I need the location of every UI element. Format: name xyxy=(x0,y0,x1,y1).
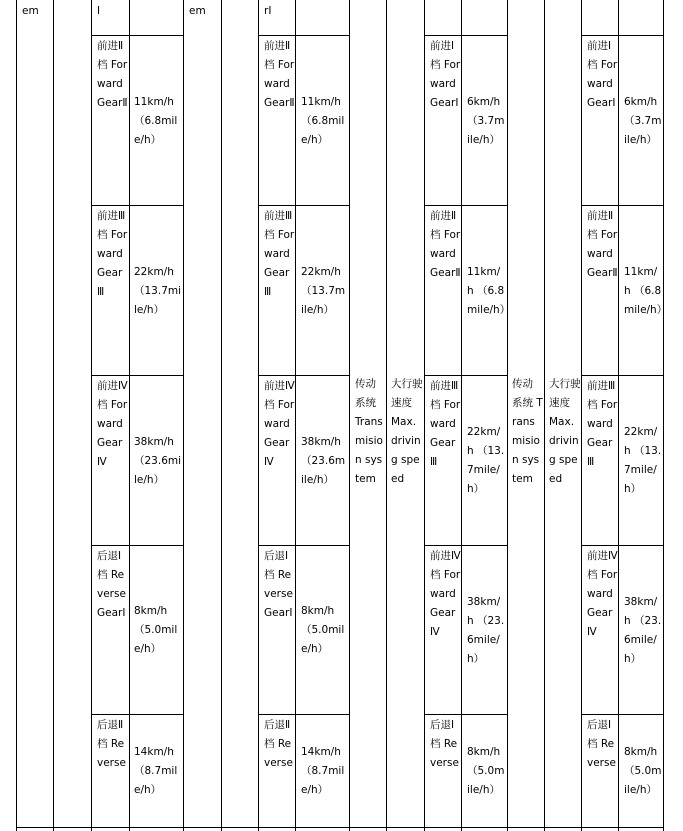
g4-speed-value: 8km/h （5.0mile/h） xyxy=(624,746,662,796)
top-fragment-3-text: em xyxy=(189,5,206,17)
g2-speed-cell xyxy=(301,547,348,714)
g4-gear-label: 前进Ⅳ档 Forward Gear Ⅳ xyxy=(587,550,618,638)
g1-speed-value: 22km/h （13.7mile/h） xyxy=(134,265,182,316)
g3-speed-value: 22km/h （13.7mile/h） xyxy=(467,426,505,495)
g4-max-speed-label: 大行驶速度 Max. driving speed xyxy=(549,378,581,485)
g4-speed-cell xyxy=(624,37,662,205)
g2-speed-value: 11km/h （6.8mile/h） xyxy=(301,95,345,146)
g2-speed-cell xyxy=(301,207,348,375)
g1-gear-label: 前进Ⅱ档 Forward GearⅡ xyxy=(97,40,128,109)
g3-system-cell xyxy=(355,37,385,827)
g4-speed-cell xyxy=(624,547,662,714)
top-fragment-4 xyxy=(264,2,294,22)
g2-gear-cell xyxy=(264,207,295,375)
g3-speed-cell xyxy=(467,37,506,205)
g2-speed-cell xyxy=(301,716,348,827)
g4-speed-value: 22km/h （13.7mile/h） xyxy=(624,426,662,495)
g1-gear-cell xyxy=(97,37,128,205)
top-fragment-1 xyxy=(22,2,52,22)
g1-gear-cell xyxy=(97,377,128,545)
g3-gear-cell xyxy=(430,547,461,714)
g1-speed-cell xyxy=(134,547,182,714)
g2-gear-label: 前进Ⅲ档 Forward GearⅢ xyxy=(264,210,295,298)
top-fragment-1-text: em xyxy=(22,5,39,17)
g3-speed-cell xyxy=(467,207,511,375)
g1-speed-value: 14km/h （8.7mile/h） xyxy=(134,746,178,796)
g3-gear-label: 前进Ⅲ档 Forward GearⅢ xyxy=(430,380,461,468)
g2-speed-value: 38km/h （23.6mile/h） xyxy=(301,435,346,486)
g3-max-speed-cell xyxy=(391,37,424,827)
g3-gear-cell xyxy=(430,207,461,375)
g2-speed-value: 8km/h （5.0mile/h） xyxy=(301,605,345,655)
g2-gear-label: 后退Ⅱ档 Reverse xyxy=(264,719,293,769)
g1-speed-cell xyxy=(134,716,182,827)
g4-speed-cell xyxy=(624,207,668,375)
g4-gear-label: 后退Ⅰ档 Reverse xyxy=(587,719,616,769)
g4-speed-cell xyxy=(624,716,662,827)
g1-speed-value: 38km/h （23.6mile/h） xyxy=(134,435,182,486)
g4-gear-label: 前进Ⅱ档 Forward GearⅡ xyxy=(587,210,618,279)
top-fragment-4-text: rⅠ xyxy=(264,5,272,17)
g4-gear-label: 前进Ⅰ档 Forward GearⅠ xyxy=(587,40,618,109)
g3-gear-label: 前进Ⅰ档 Forward GearⅠ xyxy=(430,40,461,109)
g4-speed-value: 6km/h （3.7mile/h） xyxy=(624,95,662,146)
g1-speed-cell xyxy=(134,377,182,545)
g3-gear-label: 前进Ⅱ档 Forward GearⅡ xyxy=(430,210,461,279)
g4-gear-cell xyxy=(587,377,618,545)
g3-speed-value: 38km/h （23.6mile/h） xyxy=(467,595,505,665)
g1-gear-cell xyxy=(97,207,128,375)
g3-gear-label: 前进Ⅳ档 Forward Gear Ⅳ xyxy=(430,550,461,638)
g1-gear-label: 后退Ⅱ档 Reverse xyxy=(97,719,126,769)
g2-gear-label: 后退Ⅰ档 Reverse GearⅠ xyxy=(264,550,293,619)
g3-speed-cell xyxy=(467,716,506,827)
g4-max-speed-cell xyxy=(549,37,581,827)
g3-system-label: 传动系统 Transmision system xyxy=(355,378,383,485)
g3-speed-cell xyxy=(467,547,506,714)
g4-system-cell xyxy=(512,37,543,827)
g3-speed-value: 11km/h （6.8mile/h） xyxy=(467,265,511,316)
g3-gear-cell xyxy=(430,37,461,205)
g3-speed-value: 8km/h （5.0mile/h） xyxy=(467,746,505,796)
g1-gear-cell xyxy=(97,716,128,827)
g4-gear-cell xyxy=(587,547,618,714)
g4-gear-label: 前进Ⅲ档 Forward GearⅢ xyxy=(587,380,618,468)
g1-speed-value: 11km/h （6.8mile/h） xyxy=(134,95,178,146)
g2-gear-cell xyxy=(264,377,295,545)
g4-gear-cell xyxy=(587,716,618,827)
g1-gear-cell xyxy=(97,547,128,714)
g4-system-label: 传动系统 Transmision system xyxy=(512,378,543,485)
g2-speed-value: 22km/h （13.7mile/h） xyxy=(301,265,346,316)
g1-speed-cell xyxy=(134,37,182,205)
g2-gear-label: 前进Ⅱ档 Forward GearⅡ xyxy=(264,40,295,109)
g3-gear-label: 后退Ⅰ档 Reverse xyxy=(430,719,459,769)
top-fragment-2-text: Ⅰ xyxy=(97,5,101,17)
g2-speed-cell xyxy=(301,37,348,205)
g2-gear-cell xyxy=(264,37,295,205)
g4-speed-value: 11km/h （6.8mile/h） xyxy=(624,265,668,316)
g2-speed-cell xyxy=(301,377,348,545)
g4-speed-value: 38km/h （23.6mile/h） xyxy=(624,595,662,665)
g3-speed-value: 6km/h （3.7mile/h） xyxy=(467,95,505,146)
top-fragment-2 xyxy=(97,2,127,22)
g4-gear-cell xyxy=(587,37,618,205)
g1-gear-label: 前进Ⅳ档 Forward GearⅣ xyxy=(97,380,128,468)
g2-speed-value: 14km/h （8.7mile/h） xyxy=(301,746,345,796)
g3-speed-cell xyxy=(467,377,506,545)
g1-speed-value: 8km/h （5.0mile/h） xyxy=(134,605,178,655)
g4-speed-cell xyxy=(624,377,662,545)
g2-gear-cell xyxy=(264,716,295,827)
top-fragment-3 xyxy=(189,2,219,22)
g4-gear-cell xyxy=(587,207,618,375)
g1-gear-label: 前进Ⅲ档 Forward GearⅢ xyxy=(97,210,128,298)
g3-gear-cell xyxy=(430,716,461,827)
g3-gear-cell xyxy=(430,377,461,545)
g2-gear-label: 前进Ⅳ档 Forward Gear Ⅳ xyxy=(264,380,295,468)
g1-gear-label: 后退Ⅰ档 Reverse GearⅠ xyxy=(97,550,126,619)
g2-gear-cell xyxy=(264,547,295,714)
g1-speed-cell xyxy=(134,207,182,375)
g3-max-speed-label: 大行驶速度 Max. driving speed xyxy=(391,378,423,485)
